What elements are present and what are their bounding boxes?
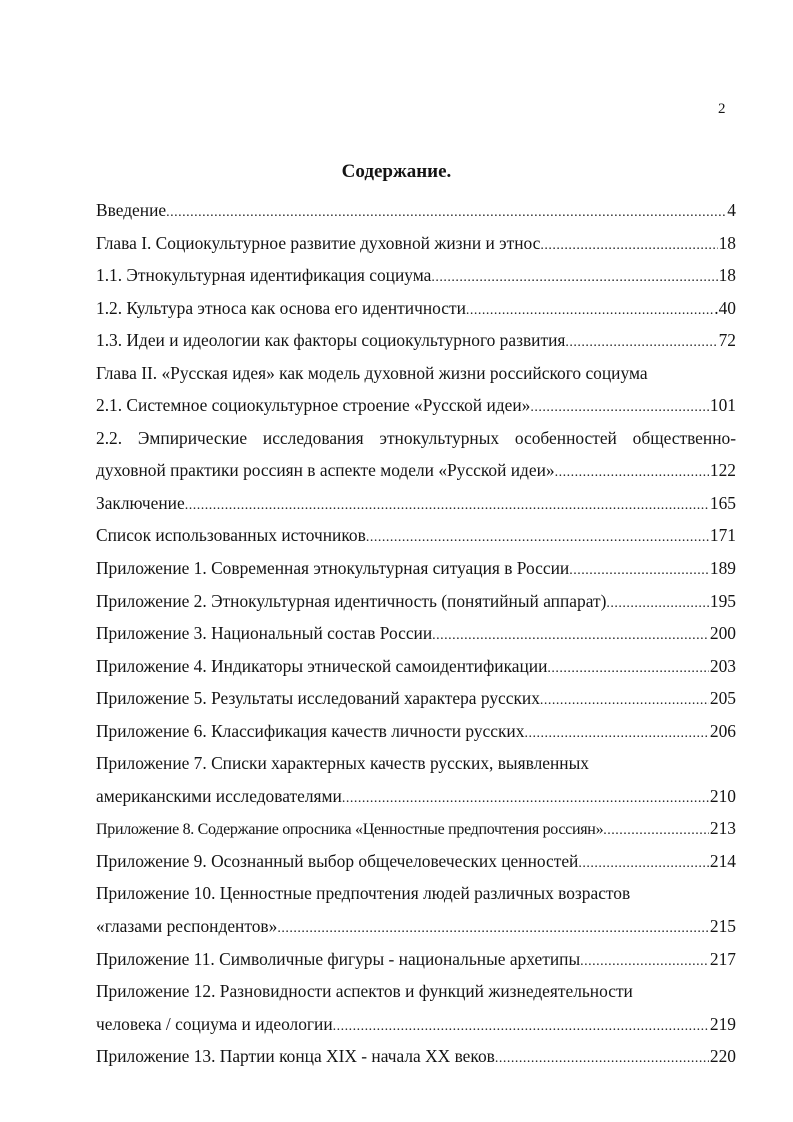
toc-entry-text: 1.3. Идеи и идеологии как факторы социокультурного развития	[96, 330, 566, 351]
toc-leader-dots	[540, 685, 709, 715]
toc-entry	[96, 943, 736, 976]
toc-entry	[96, 910, 736, 943]
toc-entry-page: 165	[709, 492, 736, 513]
toc-entry-text: человека / социума и идеологии	[96, 1013, 333, 1034]
toc-entry-page: 213	[709, 818, 736, 839]
toc-entry-text: Заключение	[96, 492, 185, 513]
toc-entry	[96, 324, 736, 357]
toc-entry-page: 205	[709, 688, 736, 709]
toc-entry-text: Глава I. Социокультурное развитие духовной жизни и этнос	[96, 232, 541, 253]
toc-entry	[96, 585, 736, 618]
toc-entry-page: 101	[709, 395, 736, 416]
toc-entry-page: 206	[709, 720, 736, 741]
toc-entry	[96, 845, 736, 878]
toc-entry	[96, 617, 736, 650]
toc-leader-dots	[432, 620, 709, 650]
toc-entry-text: Приложение 6. Классификация качеств личности русских	[96, 720, 525, 741]
toc-entry-text: Приложение 2. Этнокультурная идентичность (понятийный аппарат)	[96, 590, 607, 611]
toc-entry	[96, 487, 736, 520]
page-title: Содержание.	[341, 161, 452, 182]
toc-entry-page: 220	[709, 1046, 736, 1067]
toc-leader-dots	[166, 197, 726, 227]
toc-entry	[96, 715, 736, 748]
toc-entry-page: 215	[709, 916, 736, 937]
toc-entry-page: 217	[709, 948, 736, 969]
toc-leader-dots	[530, 392, 709, 422]
toc-entry-text: Приложение 13. Партии конца XIX - начала XX веков	[96, 1046, 495, 1067]
toc-entry	[96, 454, 736, 487]
toc-leader-dots	[185, 490, 709, 520]
toc-entry	[96, 519, 736, 552]
toc-entry	[96, 292, 736, 325]
toc-leader-dots	[366, 522, 709, 552]
toc-entry-page: 122	[709, 460, 736, 481]
toc-leader-dots	[555, 457, 709, 487]
toc-leader-dots	[333, 1011, 709, 1041]
toc-entry-text: 1.1. Этнокультурная идентификация социума	[96, 265, 432, 286]
toc-entry	[96, 780, 736, 813]
toc-entry	[96, 389, 736, 422]
toc-entry-heading	[96, 357, 736, 390]
table-of-contents	[96, 194, 736, 1073]
toc-entry-text: Список использованных источников	[96, 525, 366, 546]
toc-entry-page: 72	[718, 330, 736, 351]
toc-leader-dots	[603, 815, 709, 845]
toc-entry	[96, 650, 736, 683]
toc-leader-dots	[569, 555, 709, 585]
toc-entry-page: 18	[718, 265, 736, 286]
toc-entry	[96, 259, 736, 292]
toc-leader-dots	[431, 262, 717, 292]
toc-entry-wrapped	[96, 747, 736, 780]
toc-entry-page: 18	[718, 232, 736, 253]
toc-entry-text: Приложение 8. Содержание опросника «Ценностные предпочтения россиян»	[96, 821, 604, 839]
toc-entry-text: Приложение 5. Результаты исследований характера русских	[96, 688, 540, 709]
toc-entry-page: 210	[709, 785, 736, 806]
toc-entry-page: 189	[709, 558, 736, 579]
toc-leader-dots	[580, 946, 709, 976]
toc-leader-dots	[277, 913, 709, 943]
toc-entry-text: Приложение 1. Современная этнокультурная ситуация в России	[96, 558, 570, 579]
toc-entry-text: «глазами респондентов»	[96, 916, 278, 937]
toc-entry-text: американскими исследователями	[96, 785, 342, 806]
toc-leader-dots	[547, 653, 709, 683]
toc-entry-page: 214	[709, 850, 736, 871]
toc-entry-wrapped	[96, 877, 736, 910]
toc-entry-wrapped: 2.2. Эмпирические исследования этнокультурных особенностей общественно-	[96, 427, 736, 448]
toc-entry-text: 2.1. Системное социокультурное строение «Русской идеи»	[96, 395, 531, 416]
toc-entry	[96, 227, 736, 260]
toc-entry-page: 171	[709, 525, 736, 546]
toc-leader-dots	[524, 718, 708, 748]
toc-entry-text: 1.2. Культура этноса как основа его идентичности	[96, 297, 466, 318]
toc-entry	[96, 1008, 736, 1041]
toc-entry-text: Приложение 4. Индикаторы этнической самоидентификации	[96, 655, 548, 676]
toc-entry-text: духовной практики россиян в аспекте модели «Русской идеи»	[96, 460, 555, 481]
toc-leader-dots	[342, 783, 709, 813]
toc-entry-page: 4	[727, 200, 736, 220]
toc-entry-text: Приложение 11. Символичные фигуры - национальные архетипы	[96, 948, 581, 969]
toc-leader-dots	[565, 327, 717, 357]
toc-entry	[96, 552, 736, 585]
toc-entry-page: 219	[709, 1013, 736, 1034]
toc-entry-text: Приложение 7. Списки характерных качеств русских, выявленных	[96, 753, 589, 774]
toc-entry-page: .40	[714, 297, 736, 318]
toc-leader-dots	[606, 588, 709, 618]
page-number: 2	[718, 101, 726, 117]
toc-entry-page: 200	[709, 623, 736, 644]
toc-leader-dots	[578, 848, 709, 878]
toc-entry-text: Приложение 10. Ценностные предпочтения людей различных возрастов	[96, 883, 631, 904]
toc-entry-page: 195	[709, 590, 736, 611]
toc-entry-text: Приложение 9. Осознанный выбор общечеловеческих ценностей	[96, 850, 579, 871]
toc-entry-text: Введение	[96, 200, 167, 220]
toc-entry-text: Приложение 3. Национальный состав России	[96, 623, 433, 644]
toc-entry-text: Приложение 12. Разновидности аспектов и функций жизнедеятельности	[96, 981, 633, 1002]
toc-entry-text: Глава II. «Русская идея» как модель духовной жизни российского социума	[96, 362, 648, 383]
toc-entry	[96, 194, 736, 227]
toc-entry	[96, 682, 736, 715]
toc-entry-page: 203	[709, 655, 736, 676]
toc-leader-dots	[540, 230, 717, 260]
toc-leader-dots	[466, 295, 713, 325]
toc-leader-dots	[495, 1043, 709, 1073]
toc-entry-wrapped	[96, 975, 736, 1008]
toc-entry	[96, 1040, 736, 1073]
toc-entry	[96, 812, 736, 845]
